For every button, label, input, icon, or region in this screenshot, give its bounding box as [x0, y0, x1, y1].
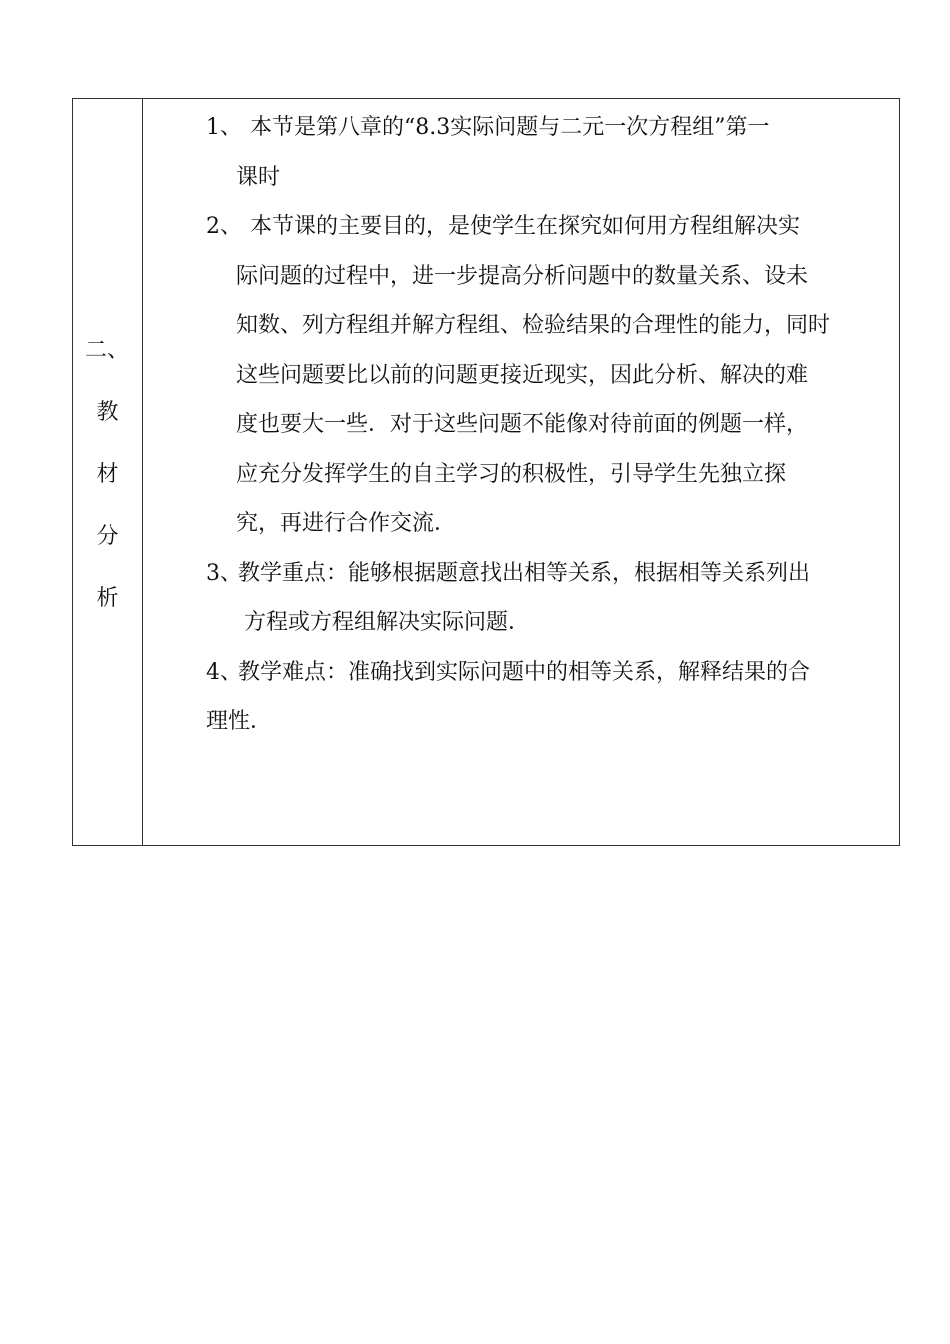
item-line: 这些问题要比以前的问题更接近现实，因此分析、解决的难	[236, 362, 809, 388]
item-line: 究，再进行合作交流．	[236, 511, 457, 536]
item-line: 应充分发挥学生的自主学习的积极性，引导学生先独立探	[236, 461, 787, 487]
item-line: 本节课的主要目的，是使学生在探究如何用方程组解决实	[250, 214, 801, 239]
section-title-char-4: 析	[96, 586, 119, 611]
section-title-char-3: 分	[96, 524, 119, 549]
item-line: 教学重点：能够根据题意找出相等关系，根据相等关系列出	[238, 560, 811, 586]
list-item	[206, 202, 896, 549]
item-number: 3、	[206, 560, 242, 586]
item-line: 本节是第八章的“8.3实际问题与二元一次方程组”第一	[250, 115, 770, 140]
list-item	[206, 549, 896, 648]
item-line: 教学难点：准确找到实际问题中的相等关系，解释结果的合	[238, 659, 811, 685]
item-number: 2、	[206, 214, 242, 239]
item-line: 知数、列方程组并解方程组、检验结果的合理性的能力，同时	[236, 313, 831, 338]
section-label-cell	[73, 99, 142, 845]
item-line: 课时	[236, 164, 281, 190]
section-number: 二、	[85, 338, 130, 363]
list-item	[206, 103, 896, 202]
item-line: 际问题的过程中，进一步提高分析问题中的数量关系、设未	[236, 263, 809, 289]
item-line: 度也要大一些．对于这些问题不能像对待前面的例题一样，	[236, 412, 809, 437]
section-content-cell	[143, 99, 899, 845]
item-number: 1、	[206, 115, 242, 140]
item-number: 4、	[206, 659, 242, 685]
section-title-char-2: 材	[96, 462, 119, 487]
item-line: 理性．	[206, 709, 273, 734]
item-line: 方程或方程组解决实际问题．	[244, 610, 531, 635]
analysis-table	[72, 98, 900, 846]
list-item	[206, 648, 896, 747]
section-title-char-1: 教	[96, 400, 119, 425]
